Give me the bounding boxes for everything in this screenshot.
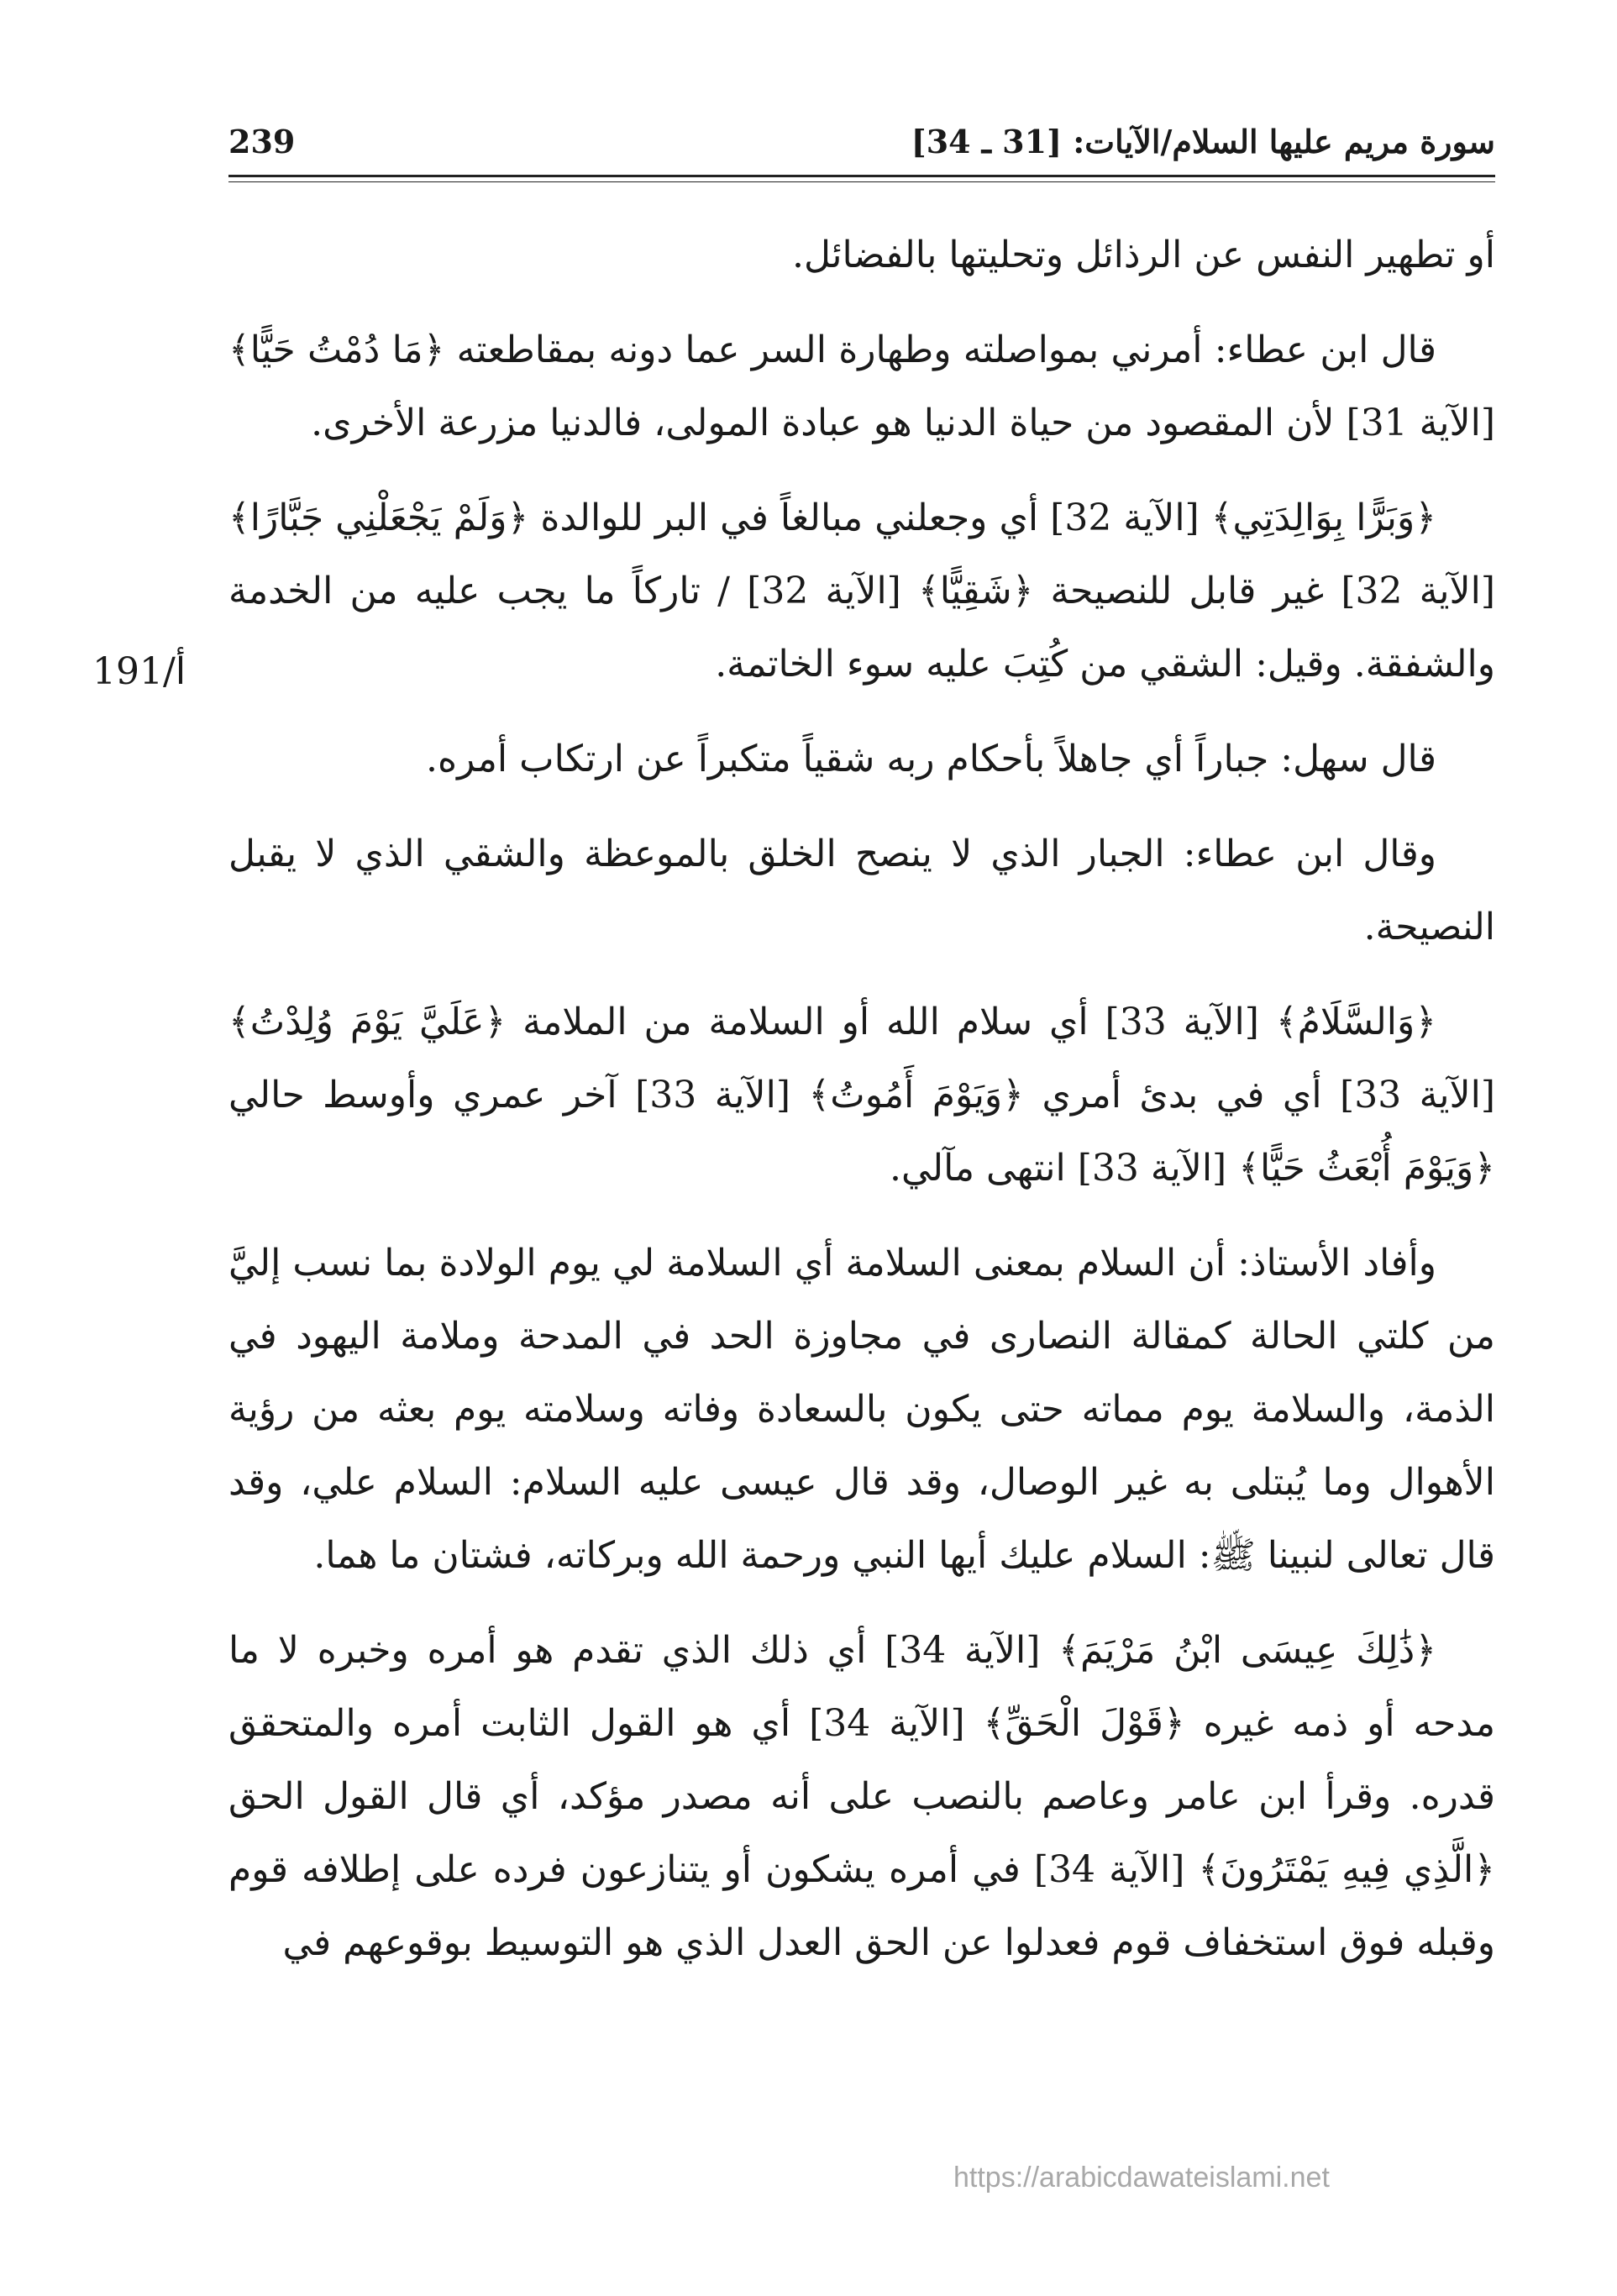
page-body xyxy=(228,218,1495,2001)
paragraph-1: أو تطهير النفس عن الرذائل وتحليتها بالفضائل. xyxy=(791,234,1495,276)
paragraph-5: وقال ابن عطاء: الجبار الذي لا ينصح الخلق بالموعظة والشقي الذي لا يقبل النصيحة. xyxy=(228,833,1495,948)
paragraph-2: قال ابن عطاء: أمرني بمواصلته وطهارة السر عما دونه بمقاطعته ﴿مَا دُمْتُ حَيًّا﴾ [الآية 31] لأن المقصود من حياة الدنيا هو عبادة المولى، فالدنيا مزرعة الأخرى. xyxy=(228,328,1495,444)
page-number: 239 xyxy=(228,123,296,160)
paragraph-3: ﴿وَبَرًّا بِوَالِدَتِي﴾ [الآية 32] أي وجعلني مبالغاً في البر للوالدة ﴿وَلَمْ يَجْعَلْنِي جَبَّارًا﴾ [الآية 32] غير قابل للنصيحة ﴿شَقِيًّا﴾ [الآية 32] / تاركاً ما يجب عليه من الخدمة والشفقة. وقيل: الشقي من كُتِبَ عليه سوء الخاتمة. xyxy=(228,497,1495,686)
paragraph-7: وأفاد الأستاذ: أن السلام بمعنى السلامة أي السلامة لي يوم الولادة بما نسب إليَّ من كلتي الحالة كمقالة النصارى في مجاوزة الحد في المدحة وملامة اليهود في الذمة، والسلامة يوم مماته حتى يكون بالسعادة وفاته وسلامته يوم بعثه من رؤية الأهوال وما يُبتلى به غير الوصال، وقد قال عيسى عليه السلام: السلام علي، وقد قال تعالى لنبينا ﷺ: السلام عليك أيها النبي ورحمة الله وبركاته، فشتان ما هما. xyxy=(228,1242,1495,1577)
margin-folio-note: 191/أ xyxy=(92,650,186,693)
header-divider xyxy=(228,175,1495,177)
header-divider-thin xyxy=(228,181,1495,182)
paragraph-4: قال سهل: جباراً أي جاهلاً بأحكام ربه شقياً متكبراً عن ارتكاب أمره. xyxy=(426,738,1436,780)
paragraph-6: ﴿وَالسَّلَامُ﴾ [الآية 33] أي سلام الله أو السلامة من الملامة ﴿عَلَيَّ يَوْمَ وُلِدْتُ﴾ [الآية 33] أي في بدئ أمري ﴿وَيَوْمَ أَمُوتُ﴾ [الآية 33] آخر عمري وأوسط حالي ﴿وَيَوْمَ أُبْعَثُ حَيًّا﴾ [الآية 33] انتهى مآلي. xyxy=(228,1001,1496,1190)
page-header xyxy=(228,123,1495,165)
running-title: سورة مريم عليها السلام/الآيات: [31 ـ 34] xyxy=(911,123,1495,160)
paragraph-8: ﴿ذَٰلِكَ عِيسَى ابْنُ مَرْيَمَ﴾ [الآية 34] أي ذلك الذي تقدم هو أمره وخبره لا ما مدحه أو ذمه غيره ﴿قَوْلَ الْحَقِّ﴾ [الآية 34] أي هو القول الثابت أمره والمتحقق قدره. وقرأ ابن عامر وعاصم بالنصب على أنه مصدر مؤكد، أي قال القول الحق ﴿الَّذِي فِيهِ يَمْتَرُونَ﴾ [الآية 34] في أمره يشكون أو يتنازعون فرده على إطلافه قوم وقبله فوق استخفاف قوم فعدلوا عن الحق العدل الذي هو التوسيط بوقوعهم في xyxy=(228,1629,1496,1964)
watermark-url: https://arabicdawateislami.net xyxy=(953,2162,1330,2194)
